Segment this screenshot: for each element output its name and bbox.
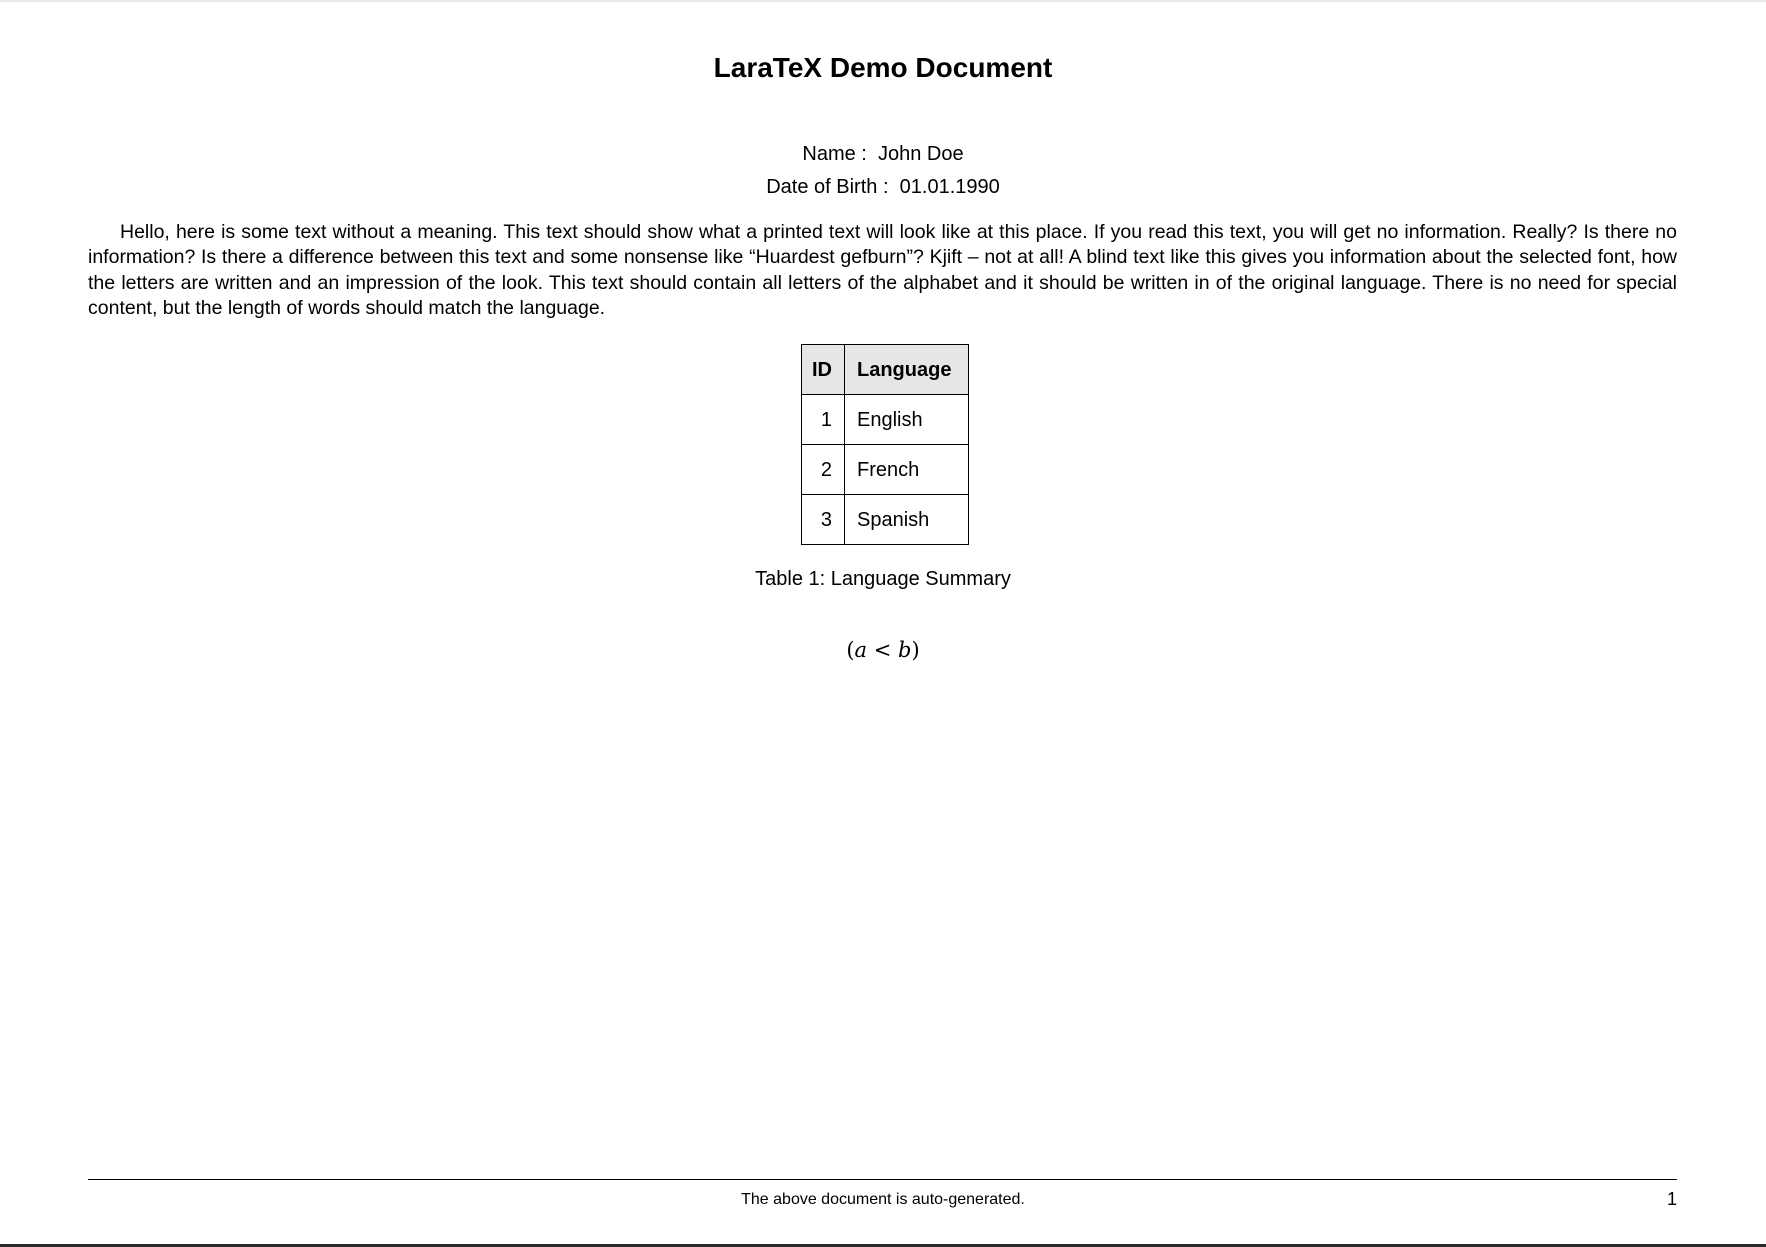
math-formula <box>0 636 1766 664</box>
body-paragraph: Hello, here is some text without a meaning. This text should show what a printed text will look like at this place. If you read this text, you will get no information. Really? Is there no information? Is there a difference between this text and some nonsense like “Huardest gefburn”? Kjift – not at all! A blind text like this gives you information about the selected font, how the letters are written and an impression of the look. This text should contain all letters of the alphabet and it should be written in of the original language. There is no need for special content, but the length of words should match the language. <box>88 221 1677 319</box>
language-table <box>801 344 969 545</box>
dob-value: 01.01.1990 <box>899 176 1000 198</box>
table-row <box>802 395 969 445</box>
document-title: LaraTeX Demo Document <box>713 52 1053 83</box>
name-line <box>0 141 1766 167</box>
page-top-edge <box>0 0 1766 2</box>
table-header-id: ID <box>802 345 845 395</box>
table-cell-id: 3 <box>802 495 845 545</box>
table-caption: Table 1: Language Summary <box>755 568 1011 590</box>
date-of-birth-line <box>0 174 1766 200</box>
table-cell-id: 2 <box>802 445 845 495</box>
formula-close-paren: ) <box>911 638 920 662</box>
table-cell-language: French <box>845 445 969 495</box>
name-value: John Doe <box>877 143 964 165</box>
table-cell-language: English <box>845 395 969 445</box>
formula-left-variable: a <box>854 638 868 662</box>
formula-right-variable: b <box>898 638 912 662</box>
footer-divider <box>88 1179 1677 1180</box>
table-header-row <box>802 345 969 395</box>
table-cell-language: Spanish <box>845 495 969 545</box>
footer-note: The above document is auto-generated. <box>741 1191 1025 1208</box>
table-cell-id: 1 <box>802 395 845 445</box>
table-header-language: Language <box>845 345 969 395</box>
table-row <box>802 495 969 545</box>
page-number: 1 <box>1666 1189 1677 1209</box>
formula-open-paren: ( <box>846 638 855 662</box>
formula-operator: < <box>867 638 899 662</box>
dob-label: Date of Birth : <box>766 176 889 198</box>
table-row <box>802 445 969 495</box>
name-label: Name : <box>802 143 867 165</box>
